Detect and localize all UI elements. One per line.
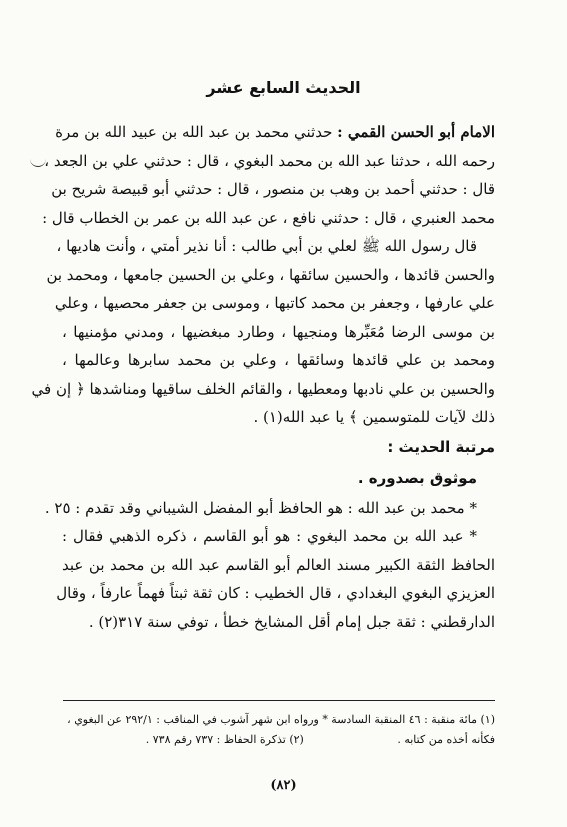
hadith-heading: الحديث السابع عشر (206, 78, 361, 97)
paragraph2-line-1: قال رسول الله ﷺ لعلي بن أبي طالب : أنا نذير أمتي ، وأنت هاديها ، (56, 237, 477, 255)
paragraph2-line-5: ومحمد بن علي قائدها وسائقها ، وعلي بن محمد سابرها وعالمها ، (62, 351, 495, 369)
main-text (31, 118, 495, 636)
item1-line: * محمد بن عبد الله : هو الحافظ أبو المفضل الشيباني وقد تقدم : ٢٥ . (44, 498, 477, 517)
item2-line-3: العزيزي البغوي البغدادي ، قال الخطيب : كان ثقة ثبتاً فهماً عارفاً ، وقال (56, 584, 495, 602)
rank-value: موثوق بصدوره . (357, 468, 477, 487)
paragraph2-line-3: علي عارفها ، وجعفر بن محمد كاتبها ، وموسى بن جعفر محصيها ، وعلي (54, 294, 495, 312)
paragraph1-line-2: رحمه الله ، حدثنا عبد الله بن محمد البغوي ، قال : حدثني علي بن الجعد ، (44, 151, 495, 170)
paragraph2-line-7: ذلك لآيات للمتوسمين ﴾ يا عبد الله(١) . (253, 408, 495, 426)
footnote-line-2 (62, 730, 495, 750)
paragraph2-line-2: والحسن قائدها ، والحسين سائقها ، وعلي بن الحسين جامعها ، ومحمد بن (46, 265, 495, 284)
paragraph1-line-1-text: حدثني محمد بن عبد الله بن عبيد الله بن مرة (55, 123, 333, 141)
footnotes (62, 710, 495, 750)
page-number: (٨٢) (270, 778, 297, 793)
footnote-2: (٢) تذكرة الحفاظ : ٧٣٧ رقم ٧٣٨ . (145, 733, 304, 746)
paragraph2-line-6: والحسين بن علي نادبها ومعطيها ، والقائم الخلف ساقيها ومناشدها ﴿ إن في (31, 379, 495, 398)
footnote-1-continuation: فكأنه أخذه من كتابه . (397, 733, 495, 746)
paragraph1-line-4: محمد العنبري ، قال : حدثني نافع ، عن عبد الله بن عمر بن الخطاب قال : (42, 208, 495, 227)
footnote-divider (63, 700, 495, 701)
item2-line-4: الدارقطني : ثقة جبل إمام أقل المشايخ خطأ ، توفي سنة ٣١٧(٢) . (88, 612, 495, 631)
item2-line-2: الحافظ الثقة الكبير مسند العالم أبو القاسم عبد الله بن محمد بن عبد (62, 555, 495, 574)
paragraph2-line-4: بن موسى الرضا مُعَبِّرها ومنجيها ، وطارد مبغضيها ، ومدني مؤمنيها ، (62, 322, 495, 341)
rank-title: مرتبة الحديث : (387, 437, 495, 456)
footnote-1: (١) مائة منقبة : ٤٦ المنقبة السادسة * ورواه ابن شهر آشوب في المناقب : ٢٩٢/١ عن البغوي ، (67, 713, 495, 726)
narrator-name: الامام أبو الحسن القمي : (337, 123, 495, 141)
item2-line-1: * عبد الله بن محمد البغوي : هو أبو القاسم ، ذكره الذهبي فقال : (62, 527, 477, 545)
paragraph1-line-1 (55, 118, 495, 147)
paragraph1-line-3: قال : حدثني أحمد بن وهب بن منصور ، قال : حدثني أبو قبيصة شريح بن (51, 180, 495, 198)
